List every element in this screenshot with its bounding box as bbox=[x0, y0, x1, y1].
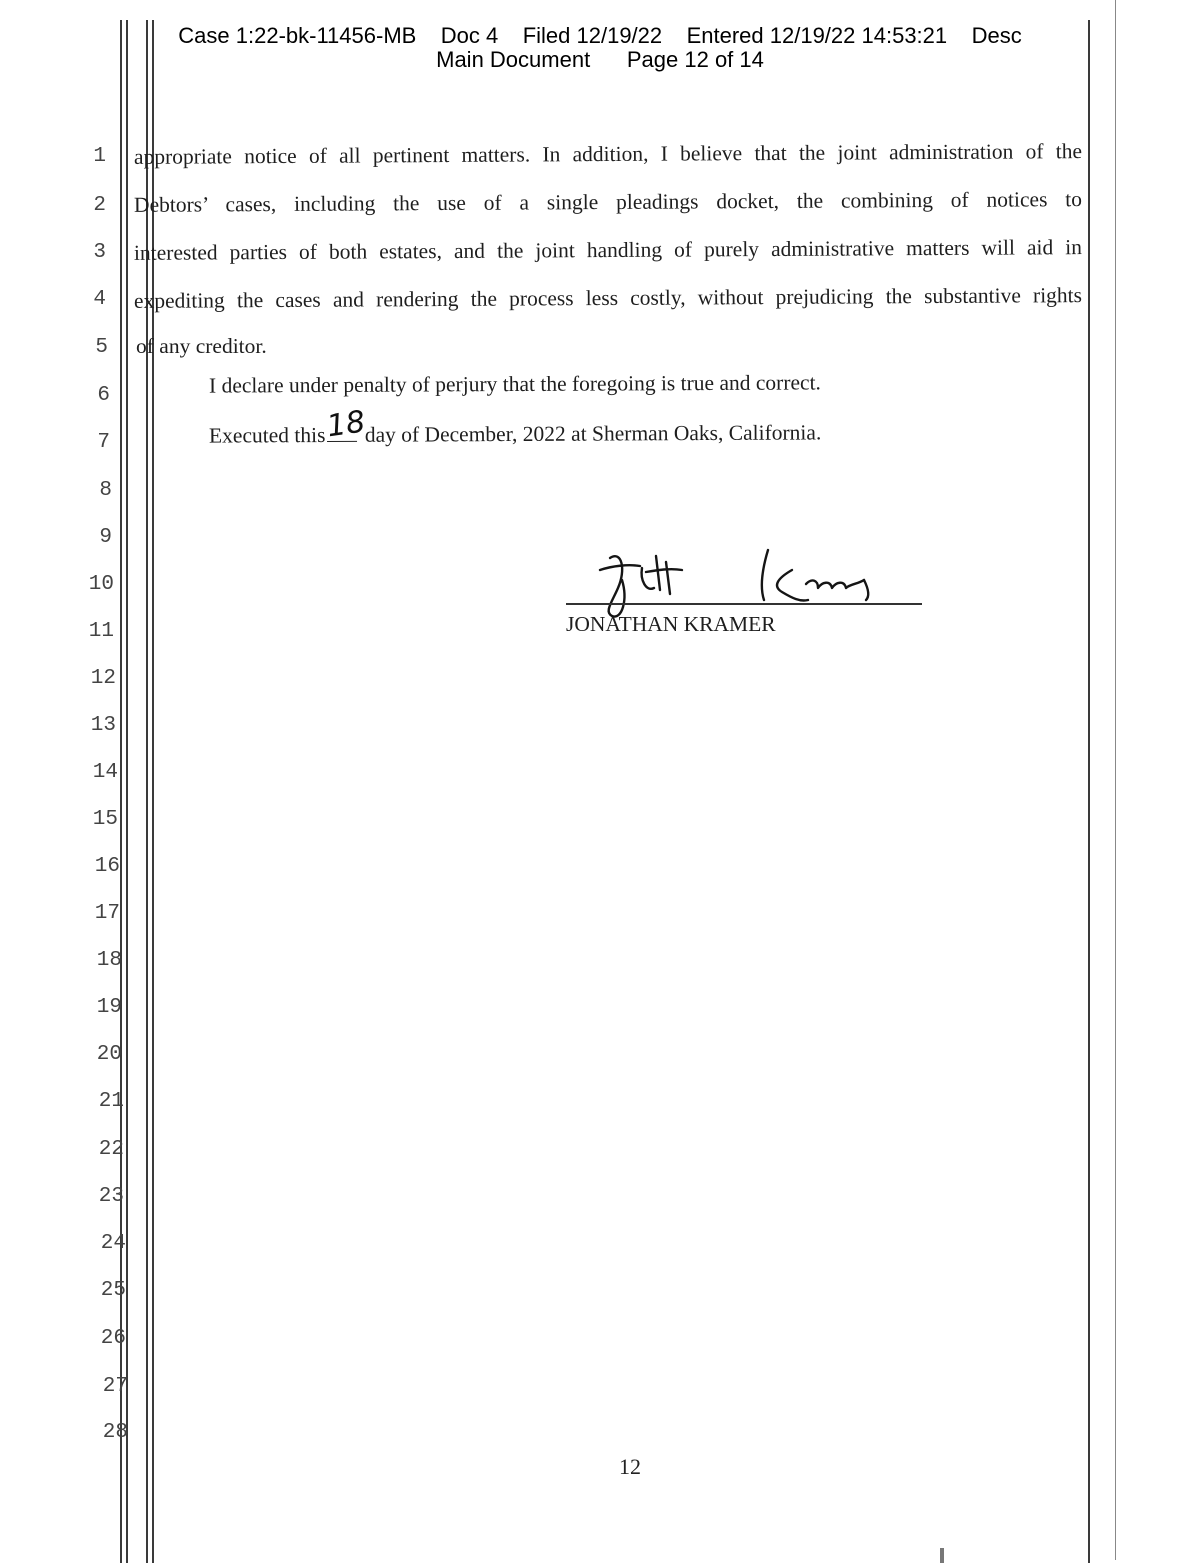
line-number: 28 bbox=[102, 1421, 128, 1444]
line-number: 22 bbox=[98, 1138, 124, 1161]
line-number: 2 bbox=[93, 194, 106, 217]
line-number: 25 bbox=[100, 1279, 126, 1302]
line-number: 20 bbox=[96, 1043, 122, 1066]
line-number: 13 bbox=[90, 714, 116, 737]
body-line: Debtors’ cases, including the use of a single pleadings docket, the combining of notices to bbox=[133, 187, 1083, 217]
line-number: 9 bbox=[99, 526, 112, 549]
line-number: 26 bbox=[100, 1327, 126, 1350]
pleading-line-numbers bbox=[0, 0, 130, 1563]
line-number: 12 bbox=[90, 667, 116, 690]
body-line: of any creditor. bbox=[136, 334, 267, 358]
line-number: 16 bbox=[94, 855, 120, 878]
signature-block bbox=[566, 540, 926, 640]
line-number: 7 bbox=[97, 431, 110, 454]
line-number: 8 bbox=[99, 479, 112, 502]
line-number: 24 bbox=[100, 1232, 126, 1255]
line-number: 1 bbox=[93, 145, 106, 168]
body-line: interested parties of both estates, and the joint handling of purely administrative matters will aid in bbox=[133, 235, 1083, 265]
bottom-edge-mark bbox=[940, 1548, 944, 1563]
page-number: 12 bbox=[619, 1454, 641, 1479]
line-number: 5 bbox=[95, 336, 108, 359]
line-number: 15 bbox=[92, 808, 118, 831]
line-number: 21 bbox=[98, 1090, 124, 1113]
filing-header-line2: Main Document Page 12 of 14 bbox=[436, 47, 764, 72]
execution-prefix: Executed this bbox=[208, 422, 326, 448]
line-number: 18 bbox=[96, 949, 122, 972]
body-line: expediting the cases and rendering the process less costly, without prejudicing the substantive rights bbox=[133, 283, 1083, 313]
signature-line bbox=[566, 603, 922, 605]
line-number: 17 bbox=[94, 902, 120, 925]
line-number: 11 bbox=[88, 620, 114, 643]
filing-header bbox=[120, 24, 1080, 72]
line-number: 23 bbox=[98, 1185, 124, 1208]
line-number: 27 bbox=[102, 1375, 128, 1398]
line-number: 10 bbox=[88, 573, 114, 596]
right-margin-rule bbox=[1088, 20, 1090, 1563]
right-edge-rule bbox=[1115, 0, 1116, 1560]
line-number: 6 bbox=[97, 384, 110, 407]
signatory-name: JONATHAN KRAMER bbox=[566, 612, 776, 636]
declaration-statement: I declare under penalty of perjury that the foregoing is true and correct. bbox=[208, 370, 821, 398]
execution-statement bbox=[208, 404, 822, 448]
filing-header-line1: Case 1:22-bk-11456-MB Doc 4 Filed 12/19/22 Entered 12/19/22 14:53:21 Desc bbox=[178, 23, 1022, 48]
execution-suffix: day of December, 2022 at Sherman Oaks, California. bbox=[364, 420, 822, 447]
line-number: 14 bbox=[92, 761, 118, 784]
line-number: 19 bbox=[96, 996, 122, 1019]
handwritten-day: 18 bbox=[325, 404, 368, 445]
line-number: 3 bbox=[93, 241, 106, 264]
handwritten-signature bbox=[582, 540, 882, 620]
body-line: appropriate notice of all pertinent matters. In addition, I believe that the joint administration of the bbox=[133, 139, 1083, 169]
line-number: 4 bbox=[93, 288, 106, 311]
execution-day-blank bbox=[325, 404, 368, 445]
